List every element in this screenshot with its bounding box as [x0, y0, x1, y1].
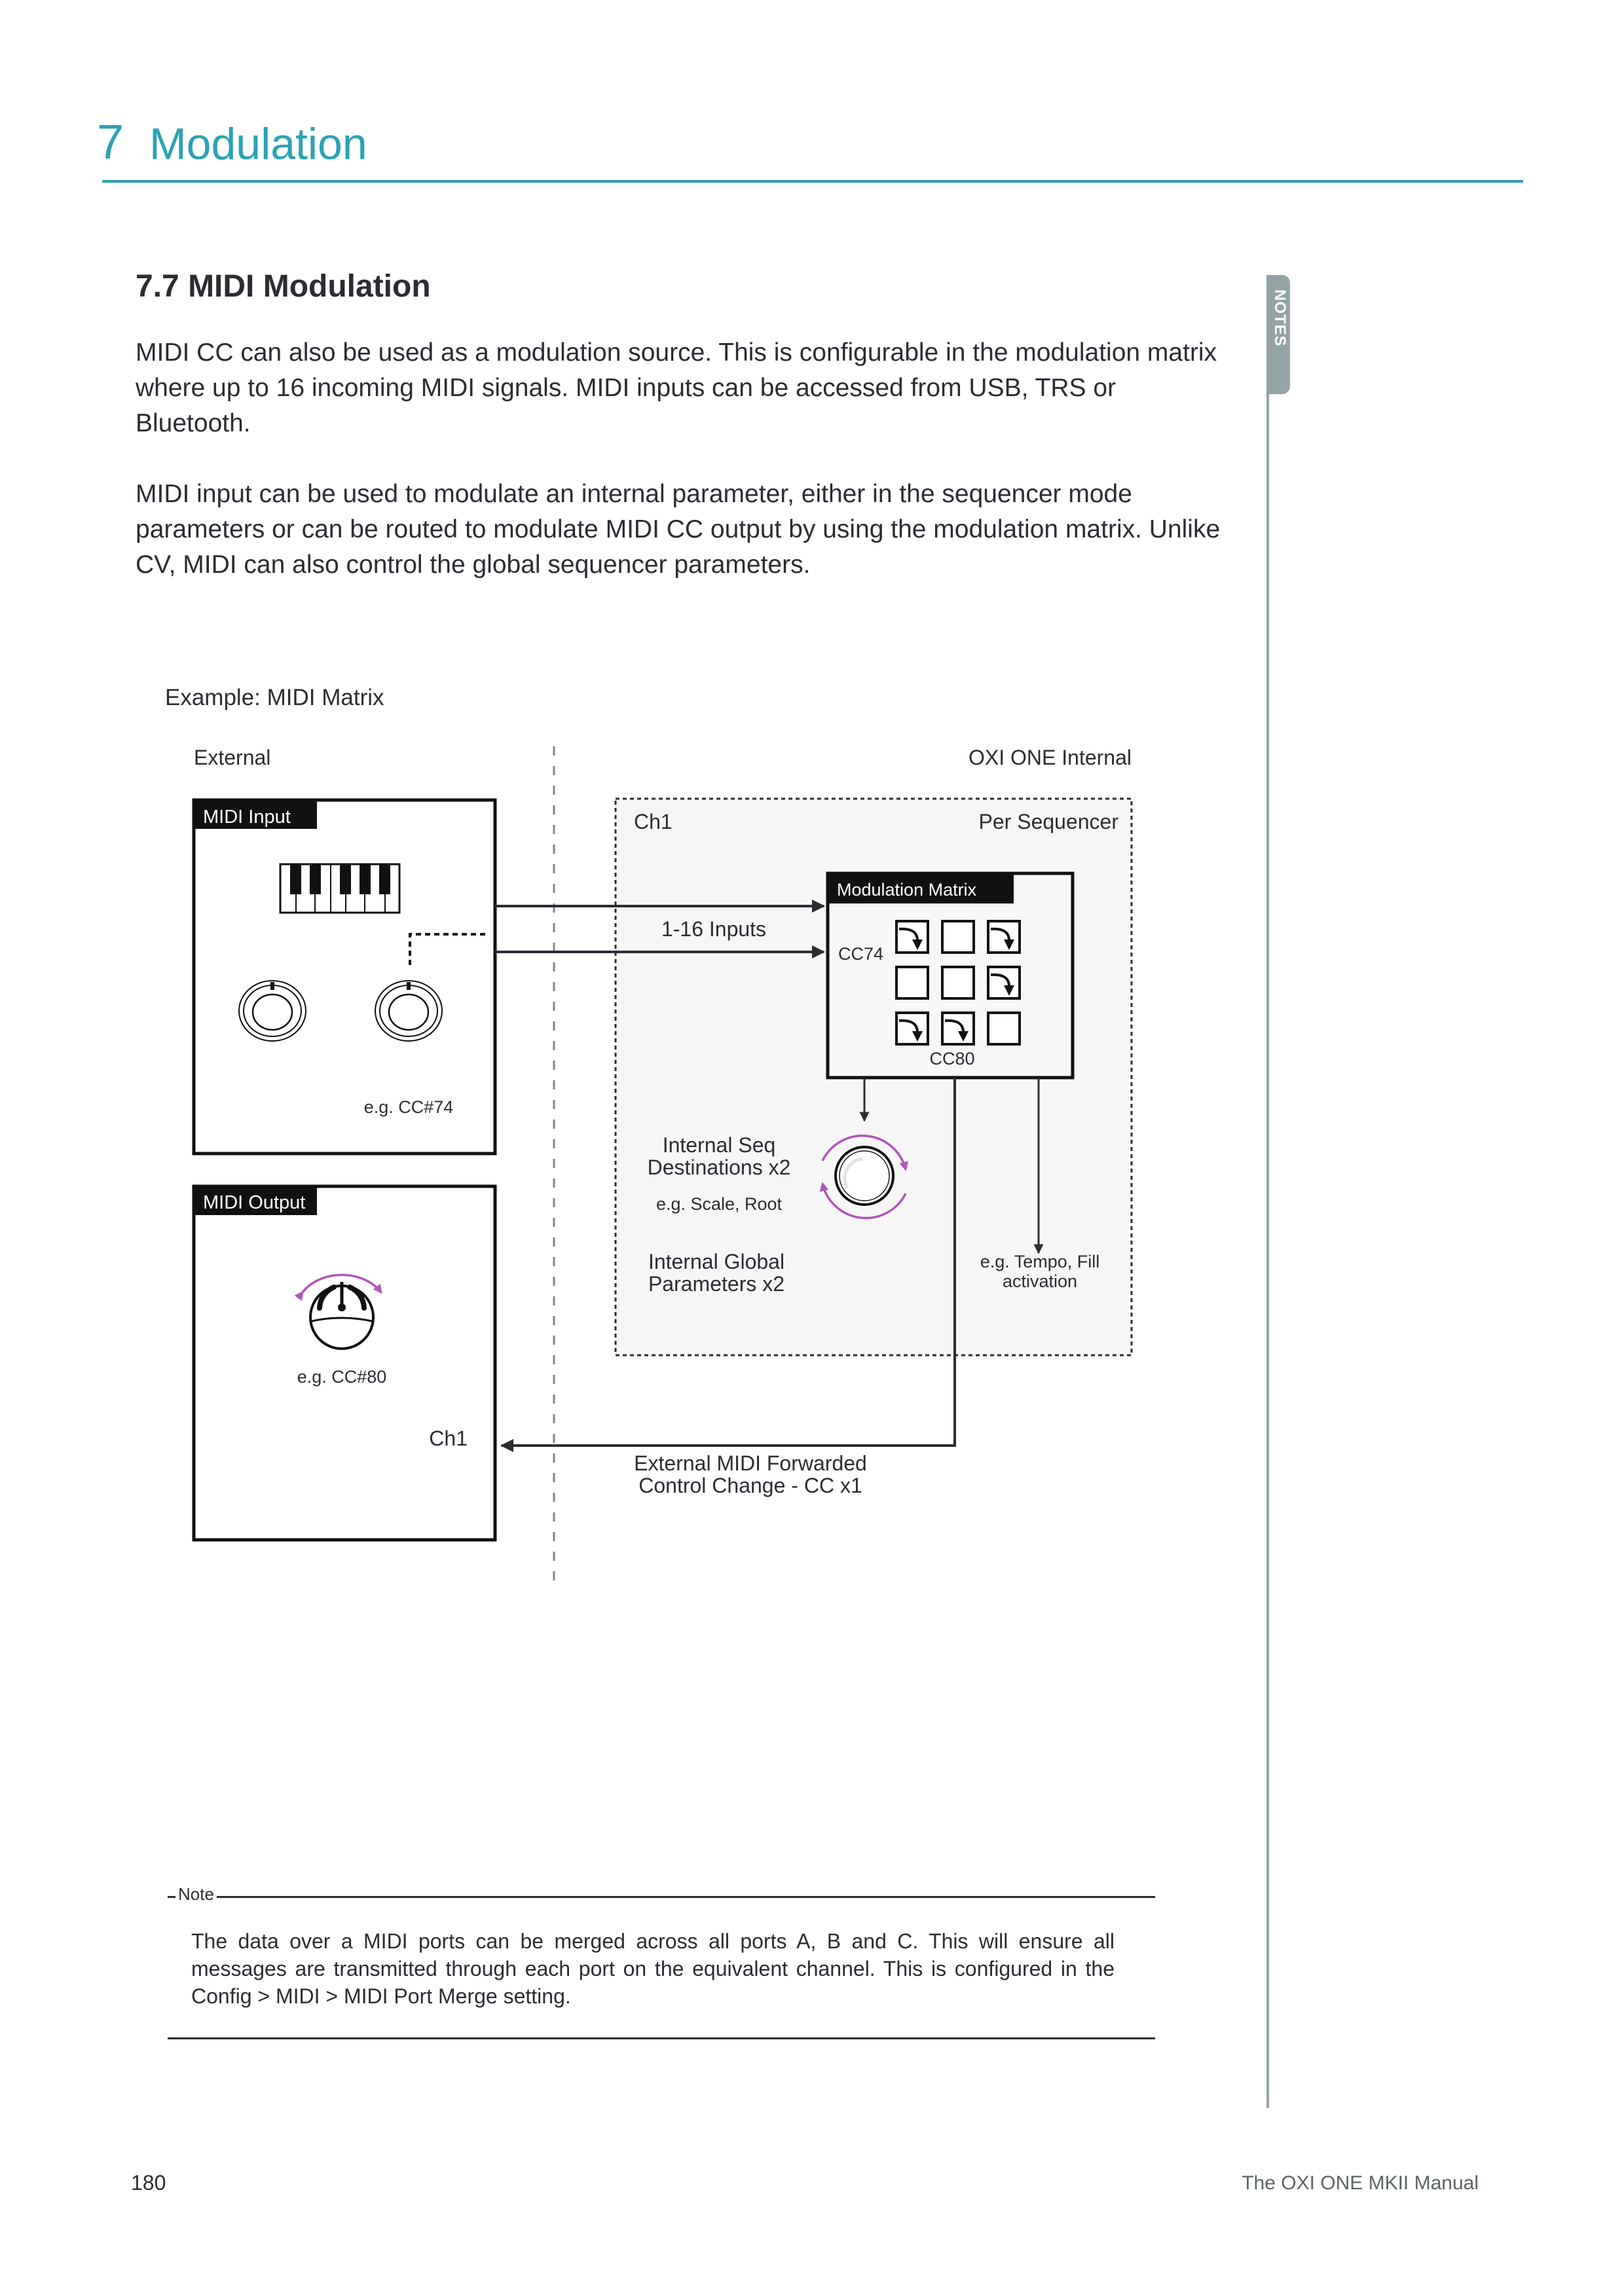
global-params-example-line1: e.g. Tempo, Fill: [980, 1252, 1100, 1271]
note-top-rule: [168, 1896, 1155, 1898]
midi-input-title: MIDI Input: [203, 807, 291, 828]
note-text: The data over a MIDI ports can be merged across all ports A, B and C. This will ensure all messages are transmitted through each port on the equivalent channel. This is configured in the Config > MIDI > MIDI Port Merge setting.: [191, 1929, 1115, 2008]
matrix-cell-active: [942, 1013, 974, 1044]
internal-label: OXI ONE Internal: [969, 746, 1132, 769]
output-channel-label: Ch1: [429, 1427, 468, 1450]
note-bottom-rule: [168, 2037, 1155, 2039]
knob-icon: [375, 981, 442, 1041]
body-paragraph-2: MIDI input can be used to modulate an internal parameter, either in the sequencer mode parameters or can be routed to modulate MIDI CC output by using the modulation matrix. Unlike CV, MIDI can also control the global sequencer parameters.: [136, 480, 1221, 579]
matrix-cell-empty: [942, 921, 974, 953]
forwarded-label-line1: External MIDI Forwarded: [634, 1451, 867, 1475]
chapter-title: Modulation: [149, 119, 367, 169]
global-params-line2: Parameters x2: [648, 1272, 785, 1296]
page-number: 180: [131, 2171, 166, 2195]
global-params-example-line2: activation: [1002, 1271, 1078, 1291]
midi-output-box: [194, 1186, 495, 1540]
forwarded-label-line2: Control Change - CC x1: [638, 1474, 862, 1497]
matrix-row-label: CC74: [838, 944, 884, 964]
midi-input-box: [194, 800, 495, 1154]
diagram-caption: Example: MIDI Matrix: [165, 685, 384, 710]
modulation-matrix: [828, 873, 1073, 1078]
body-paragraph-1: MIDI CC can also be used as a modulation source. This is configurable in the modulation matrix where up to 16 incoming MIDI signals. MIDI inputs can be accessed from USB, TRS or Bluetooth.: [136, 338, 1217, 437]
matrix-cell-active: [988, 967, 1020, 998]
global-params-line1: Internal Global: [648, 1250, 785, 1273]
inputs-count-label: 1-16 Inputs: [661, 917, 767, 941]
note-label: Note: [175, 1884, 217, 1904]
matrix-cell-active: [896, 1013, 928, 1044]
matrix-title: Modulation Matrix: [837, 880, 977, 900]
section-heading: 7.7 MIDI Modulation: [136, 269, 431, 304]
per-sequencer-label: Per Sequencer: [978, 810, 1118, 833]
knob-cc-label: e.g. CC#74: [363, 1097, 454, 1117]
external-label: External: [194, 746, 271, 769]
gauge-cc-label: e.g. CC#80: [297, 1367, 387, 1387]
notes-tab-label: NOTES: [1271, 289, 1289, 347]
internal-channel-label: Ch1: [634, 810, 673, 833]
manual-title: The OXI ONE MKII Manual: [1242, 2172, 1479, 2194]
piano-keyboard-icon: [280, 864, 399, 913]
seq-destinations-line1: Internal Seq: [662, 1133, 776, 1157]
midi-output-title: MIDI Output: [203, 1192, 306, 1213]
matrix-cell-empty: [988, 1013, 1020, 1044]
matrix-cell-empty: [942, 967, 974, 998]
seq-destinations-example: e.g. Scale, Root: [655, 1194, 783, 1214]
matrix-cell-active: [988, 921, 1020, 953]
seq-destinations-line2: Destinations x2: [647, 1156, 791, 1179]
matrix-col-label: CC80: [929, 1049, 975, 1068]
matrix-cell-empty: [896, 967, 928, 998]
matrix-cell-active: [896, 921, 928, 953]
chapter-number: 7: [97, 115, 124, 169]
knob-icon: [239, 981, 306, 1041]
